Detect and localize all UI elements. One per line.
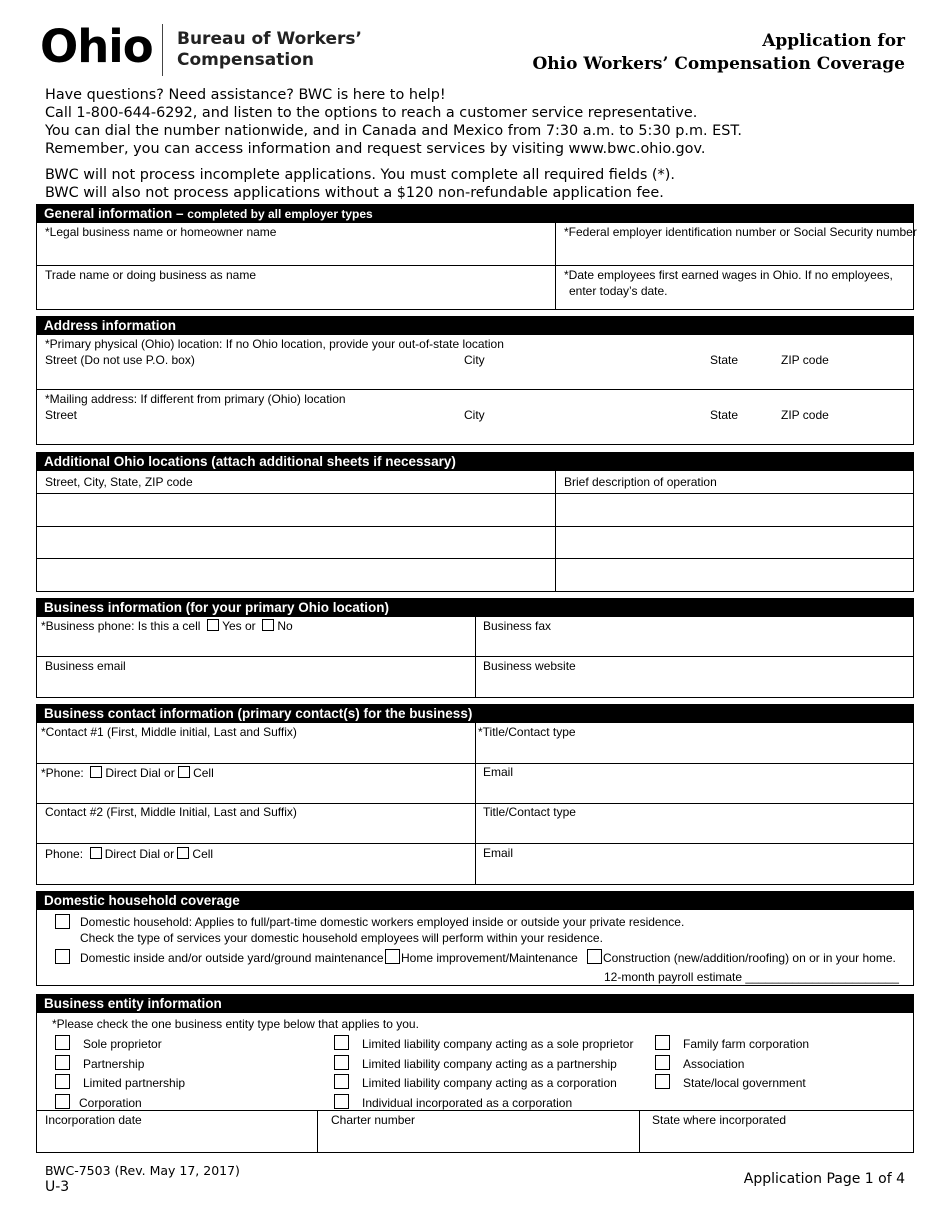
association-checkbox[interactable]: [655, 1055, 670, 1070]
yard-maintenance-checkbox[interactable]: [55, 949, 70, 964]
additional-locations-header: Additional Ohio locations (attach additional sheets if necessary): [36, 452, 914, 471]
contact2-direct-dial-label: Direct Dial or: [104, 847, 175, 861]
primary-zip-field[interactable]: ZIP code: [781, 353, 829, 367]
operation-description-row-2[interactable]: [556, 527, 913, 558]
domestic-coverage-box: [36, 910, 914, 986]
first-wages-label-1: *Date employees first earned wages in Ohio. If no employees,: [564, 268, 893, 282]
contact-info-header: Business contact information (primary contact(s) for the business): [36, 704, 914, 723]
primary-street-field[interactable]: Street (Do not use P.O. box): [45, 353, 195, 367]
home-improvement-checkbox[interactable]: [385, 949, 400, 964]
llc-partnership-label: Limited liability company acting as a partnership: [362, 1057, 617, 1071]
family-farm-checkbox[interactable]: [655, 1035, 670, 1050]
state-incorporated-field[interactable]: State where incorporated: [652, 1113, 787, 1127]
business-fax-field[interactable]: Business fax: [483, 619, 552, 633]
contact1-name-field[interactable]: *Contact #1 (First, Middle initial, Last and Suffix): [41, 725, 297, 739]
intro-line-4: Remember, you can access information and request services by visiting www.bwc.ohio.gov.: [45, 141, 706, 157]
entity-info-box: [36, 1013, 914, 1153]
yard-maintenance-label: Domestic inside and/or outside yard/ground maintenance: [80, 951, 384, 965]
form-number: BWC-7503 (Rev. May 17, 2017): [45, 1163, 240, 1178]
primary-state-field[interactable]: State: [710, 353, 739, 367]
additional-address-column: Street, City, State, ZIP code: [45, 475, 193, 489]
limited-partnership-label: Limited partnership: [83, 1076, 186, 1090]
bureau-line-2: Compensation: [177, 50, 314, 70]
fein-field[interactable]: *Federal employer identification number or Social Security number: [564, 225, 917, 239]
partnership-label: Partnership: [83, 1057, 145, 1071]
contact2-title-field[interactable]: Title/Contact type: [483, 805, 576, 819]
entity-instruction: *Please check the one business entity type below that applies to you.: [52, 1017, 419, 1031]
general-info-subtitle: completed by all employer types: [187, 207, 373, 221]
general-info-title: General information –: [44, 206, 188, 221]
primary-location-heading: *Primary physical (Ohio) location: If no Ohio location, provide your out-of-state location: [45, 337, 504, 351]
sole-proprietor-checkbox[interactable]: [55, 1035, 70, 1050]
contact1-phone-label: *Phone:: [41, 766, 84, 780]
additional-address-row-3[interactable]: [37, 559, 554, 590]
form-code: U-3: [45, 1179, 70, 1195]
first-wages-label-2: enter today’s date.: [569, 284, 668, 298]
contact2-direct-dial-checkbox[interactable]: [90, 847, 102, 859]
individual-incorporated-checkbox[interactable]: [334, 1094, 349, 1109]
payroll-estimate-field[interactable]: 12-month payroll estimate _______________________: [604, 970, 899, 984]
family-farm-label: Family farm corporation: [683, 1037, 810, 1051]
state-local-government-checkbox[interactable]: [655, 1074, 670, 1089]
logo-divider: [162, 24, 163, 76]
ohio-logo: Ohio: [40, 20, 153, 73]
mailing-address-heading: *Mailing address: If different from primary (Ohio) location: [45, 392, 346, 406]
document-title: [532, 30, 905, 76]
llc-corporation-label: Limited liability company acting as a corporation: [362, 1076, 617, 1090]
intro-line-1: Have questions? Need assistance? BWC is here to help!: [45, 87, 446, 103]
domestic-household-label: Domestic household: Applies to full/part-time domestic workers employed inside or outside your private residence.: [80, 915, 685, 929]
limited-partnership-checkbox[interactable]: [55, 1074, 70, 1089]
cell-yes-checkbox[interactable]: [207, 619, 219, 631]
cell-no-checkbox[interactable]: [262, 619, 274, 631]
individual-incorporated-label: Individual incorporated as a corporation: [362, 1096, 573, 1110]
domestic-household-instruction: Check the type of services your domestic household employees will perform within your residence.: [80, 931, 603, 945]
contact2-phone-label: Phone:: [45, 847, 84, 861]
incorporation-date-field[interactable]: Incorporation date: [45, 1113, 142, 1127]
intro-line-2: Call 1-800-644-6292, and listen to the options to reach a customer service representative.: [45, 105, 698, 121]
business-info-header: Business information (for your primary Ohio location): [36, 598, 914, 617]
business-website-field[interactable]: Business website: [483, 659, 576, 673]
llc-corporation-checkbox[interactable]: [334, 1074, 349, 1089]
contact1-phone-field[interactable]: [41, 765, 214, 781]
entity-info-header: Business entity information: [36, 994, 914, 1013]
contact2-cell-checkbox[interactable]: [177, 847, 189, 859]
llc-partnership-checkbox[interactable]: [334, 1055, 349, 1070]
llc-sole-proprietor-label: Limited liability company acting as a sole proprietor: [362, 1037, 634, 1051]
form-identifier: [45, 1162, 240, 1196]
yes-or-label: Yes or: [222, 619, 256, 633]
general-info-header: [36, 204, 914, 223]
operation-description-row-1[interactable]: [556, 494, 913, 526]
corporation-checkbox[interactable]: [55, 1094, 70, 1109]
title-line-1: Application for: [762, 31, 905, 51]
corporation-label: Corporation: [79, 1096, 142, 1110]
llc-sole-proprietor-checkbox[interactable]: [334, 1035, 349, 1050]
contact1-direct-dial-label: Direct Dial or: [105, 766, 175, 780]
mailing-city-field[interactable]: City: [464, 408, 485, 422]
primary-city-field[interactable]: City: [464, 353, 485, 367]
association-label: Association: [683, 1057, 745, 1071]
state-local-government-label: State/local government: [683, 1076, 806, 1090]
construction-checkbox[interactable]: [587, 949, 602, 964]
no-label: No: [277, 619, 293, 633]
domestic-coverage-header: Domestic household coverage: [36, 891, 914, 910]
sole-proprietor-label: Sole proprietor: [83, 1037, 162, 1051]
contact2-email-field[interactable]: Email: [483, 846, 514, 860]
construction-label: Construction (new/addition/roofing) on or in your home.: [603, 951, 896, 965]
mailing-state-field[interactable]: State: [710, 408, 739, 422]
contact2-phone-field[interactable]: [45, 846, 213, 862]
operation-description-row-3[interactable]: [556, 559, 913, 590]
intro-line-3: You can dial the number nationwide, and in Canada and Mexico from 7:30 a.m. to 5:30 p.m. EST.: [45, 123, 742, 139]
contact1-direct-dial-checkbox[interactable]: [90, 766, 102, 778]
contact2-name-field[interactable]: Contact #2 (First, Middle Initial, Last and Suffix): [45, 805, 297, 819]
contact1-email-field[interactable]: Email: [483, 765, 514, 779]
domestic-household-checkbox[interactable]: [55, 914, 70, 929]
title-line-2: Ohio Workers’ Compensation Coverage: [532, 54, 905, 74]
bureau-logo-text: [177, 29, 362, 71]
trade-name-field[interactable]: Trade name or doing business as name: [45, 268, 257, 282]
additional-locations-box: [36, 471, 914, 592]
general-info-box: [36, 223, 917, 310]
mailing-street-field[interactable]: Street: [45, 408, 78, 422]
additional-address-row-2[interactable]: [37, 527, 554, 558]
intro-line-6: BWC will also not process applications without a $120 non-refundable application fee.: [45, 185, 664, 201]
partnership-checkbox[interactable]: [55, 1055, 70, 1070]
contact1-cell-checkbox[interactable]: [178, 766, 190, 778]
charter-number-field[interactable]: Charter number: [331, 1113, 416, 1127]
operation-description-column: Brief description of operation: [564, 475, 717, 489]
intro-line-5: BWC will not process incomplete applications. You must complete all required fields (*).: [45, 167, 675, 183]
bureau-line-1: Bureau of Workers’: [177, 29, 363, 49]
mailing-zip-field[interactable]: ZIP code: [781, 408, 829, 422]
contact1-cell-label: Cell: [193, 766, 214, 780]
additional-address-row-1[interactable]: [37, 494, 554, 526]
intro-text: [45, 86, 742, 202]
business-phone-label: *Business phone: Is this a cell: [41, 619, 201, 633]
contact1-title-field[interactable]: *Title/Contact type: [478, 725, 576, 739]
home-improvement-label: Home improvement/Maintenance: [401, 951, 578, 965]
contact2-cell-label: Cell: [192, 847, 214, 861]
business-phone-field[interactable]: [41, 618, 293, 634]
legal-name-field[interactable]: *Legal business name or homeowner name: [45, 225, 277, 239]
business-email-field[interactable]: Business email: [45, 659, 126, 673]
address-info-header: Address information: [36, 316, 914, 335]
page-number: Application Page 1 of 4: [743, 1171, 905, 1187]
contact-info-box: [36, 723, 914, 885]
first-wages-date-field[interactable]: [564, 267, 893, 299]
business-info-box: [36, 617, 914, 698]
address-info-box: [36, 335, 914, 445]
